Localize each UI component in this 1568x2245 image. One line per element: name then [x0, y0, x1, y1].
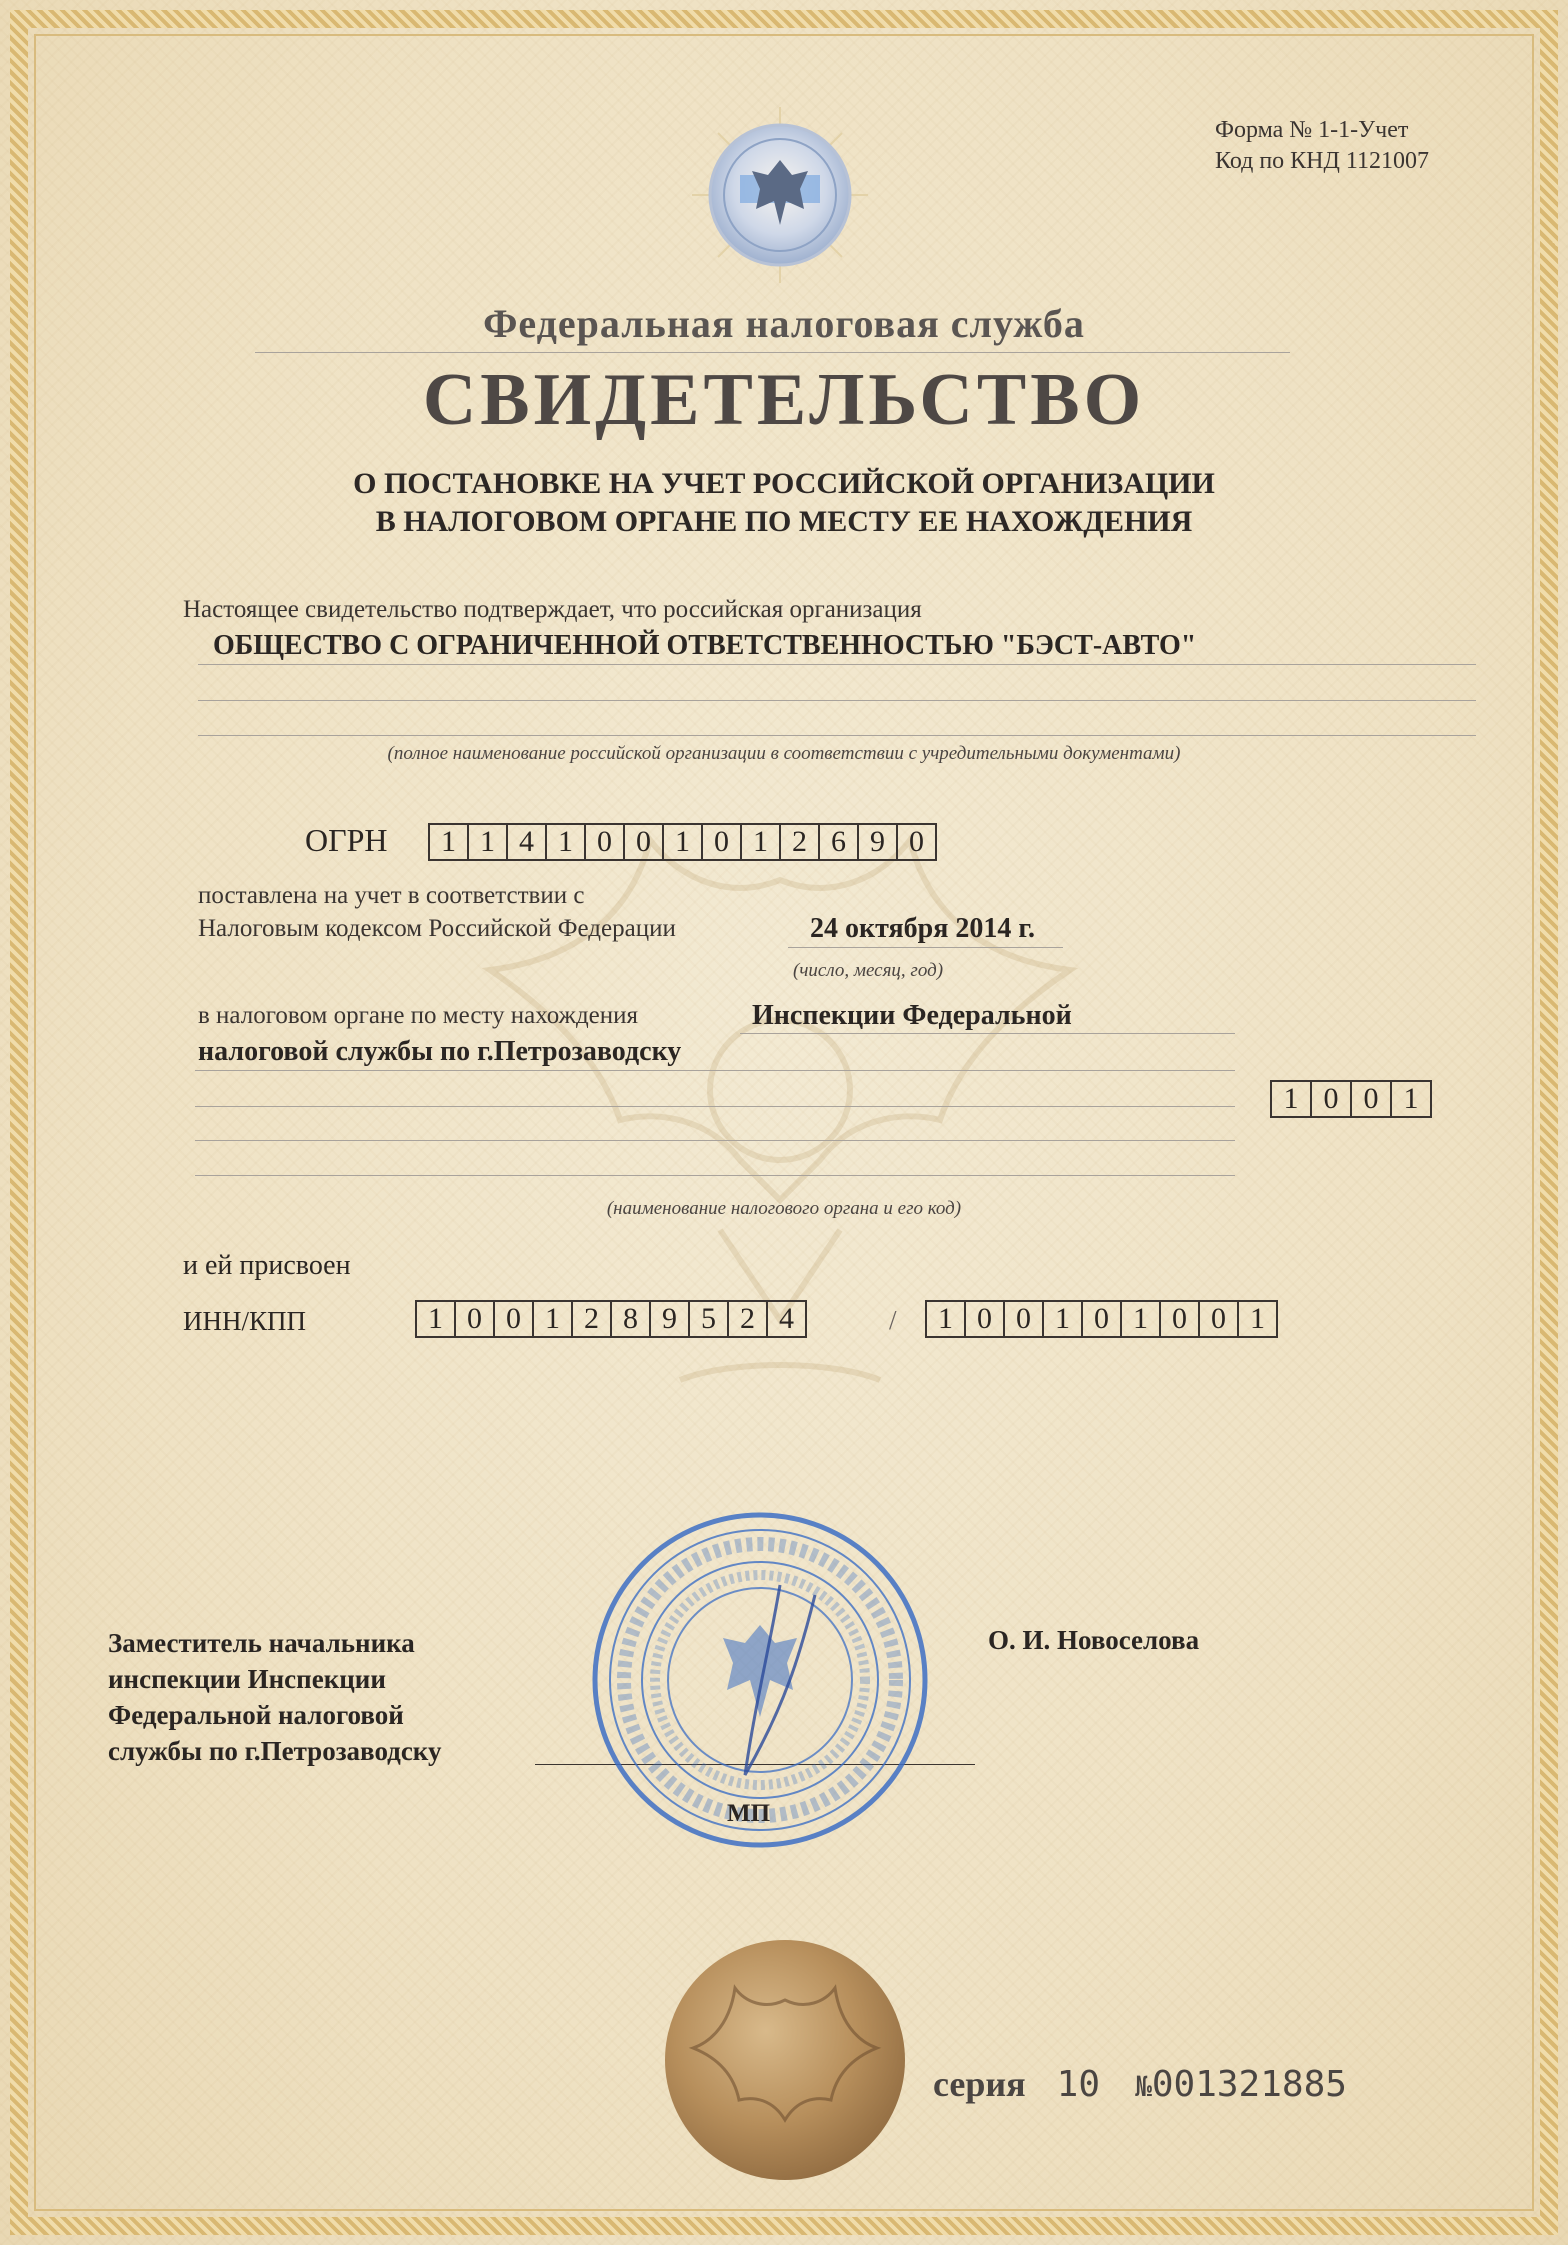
divider: [198, 700, 1476, 701]
gold-seal: [665, 1940, 905, 2180]
intro-text: Настоящее свидетельство подтверждает, что российская организация: [183, 596, 922, 623]
eagle-watermark-icon: [430, 760, 1130, 1440]
series-label: серия: [933, 2064, 1026, 2104]
ogrn-label: ОГРН: [305, 822, 388, 858]
kpp-digits: 1 0 0 1 0 1 0 0 1: [925, 1300, 1278, 1338]
knd-code: Код по КНД 1121007: [1215, 148, 1429, 174]
divider: [195, 1175, 1235, 1176]
ogrn-digits: 1 1 4 1 0 0 1 0 1 2 6 9 0: [428, 823, 937, 861]
divider: [198, 664, 1476, 665]
agency-name: Федеральная налоговая служба: [483, 301, 1085, 346]
series-number: [933, 2063, 1347, 2105]
signer-position: Заместитель начальника инспекции Инспекции Федеральной налоговой службы по г.Петрозаводску: [108, 1628, 442, 1766]
divider: [788, 947, 1063, 948]
inn-kpp-label: ИНН/КПП: [183, 1306, 307, 1336]
fns-emblem-icon: [690, 105, 870, 285]
signer-name: О. И. Новоселова: [988, 1625, 1200, 1655]
series-value: 10: [1056, 2064, 1100, 2105]
divider: [255, 352, 1290, 353]
certificate-number: 001321885: [1151, 2064, 1347, 2105]
form-number: Форма № 1-1-Учет: [1215, 117, 1409, 143]
authority-code: 1 0 0 1: [1270, 1080, 1432, 1118]
divider: [195, 1106, 1235, 1107]
assigned-text: и ей присвоен: [183, 1250, 351, 1281]
inn-kpp-separator: /: [889, 1305, 897, 1335]
authority-name-line2: налоговой службы по г.Петрозаводску: [198, 1036, 682, 1067]
stamp-place-label: МП: [727, 1800, 771, 1827]
authority-prefix: в налоговом органе по месту нахождения: [198, 1002, 639, 1029]
divider: [740, 1033, 1235, 1034]
inn-digits: 1 0 0 1 2 8 9 5 2 4: [415, 1300, 807, 1338]
eagle-seal-icon: [665, 1940, 905, 2180]
divider: [195, 1140, 1235, 1141]
certificate-title: СВИДЕТЕЛЬСТВО: [422, 359, 1146, 441]
tax-code-text: Налоговым кодексом Российской Федерации: [198, 915, 676, 942]
authority-name-line1: Инспекции Федеральной: [752, 1000, 1072, 1031]
registered-text: поставлена на учет в соответствии с: [198, 882, 585, 909]
number-prefix: №: [1135, 2070, 1152, 2103]
divider: [198, 735, 1476, 736]
certificate-subtitle: О ПОСТАНОВКЕ НА УЧЕТ РОССИЙСКОЙ ОРГАНИЗАЦИИ В НАЛОГОВОМ ОРГАНЕ ПО МЕСТУ ЕЕ НАХОЖДЕНИЯ: [353, 467, 1215, 538]
organization-name: ОБЩЕСТВО С ОГРАНИЧЕННОЙ ОТВЕТСТВЕННОСТЬЮ "БЭСТ-АВТО": [213, 630, 1197, 661]
authority-note: (наименование налогового органа и его код): [606, 1198, 962, 1219]
registration-date: 24 октября 2014 г.: [810, 913, 1035, 944]
divider: [195, 1070, 1235, 1071]
date-note: (число, месяц, год): [793, 960, 944, 981]
organization-name-note: (полное наименование российской организации в соответствии с учредительными документами): [387, 743, 1181, 764]
form-code: [1215, 115, 1429, 177]
